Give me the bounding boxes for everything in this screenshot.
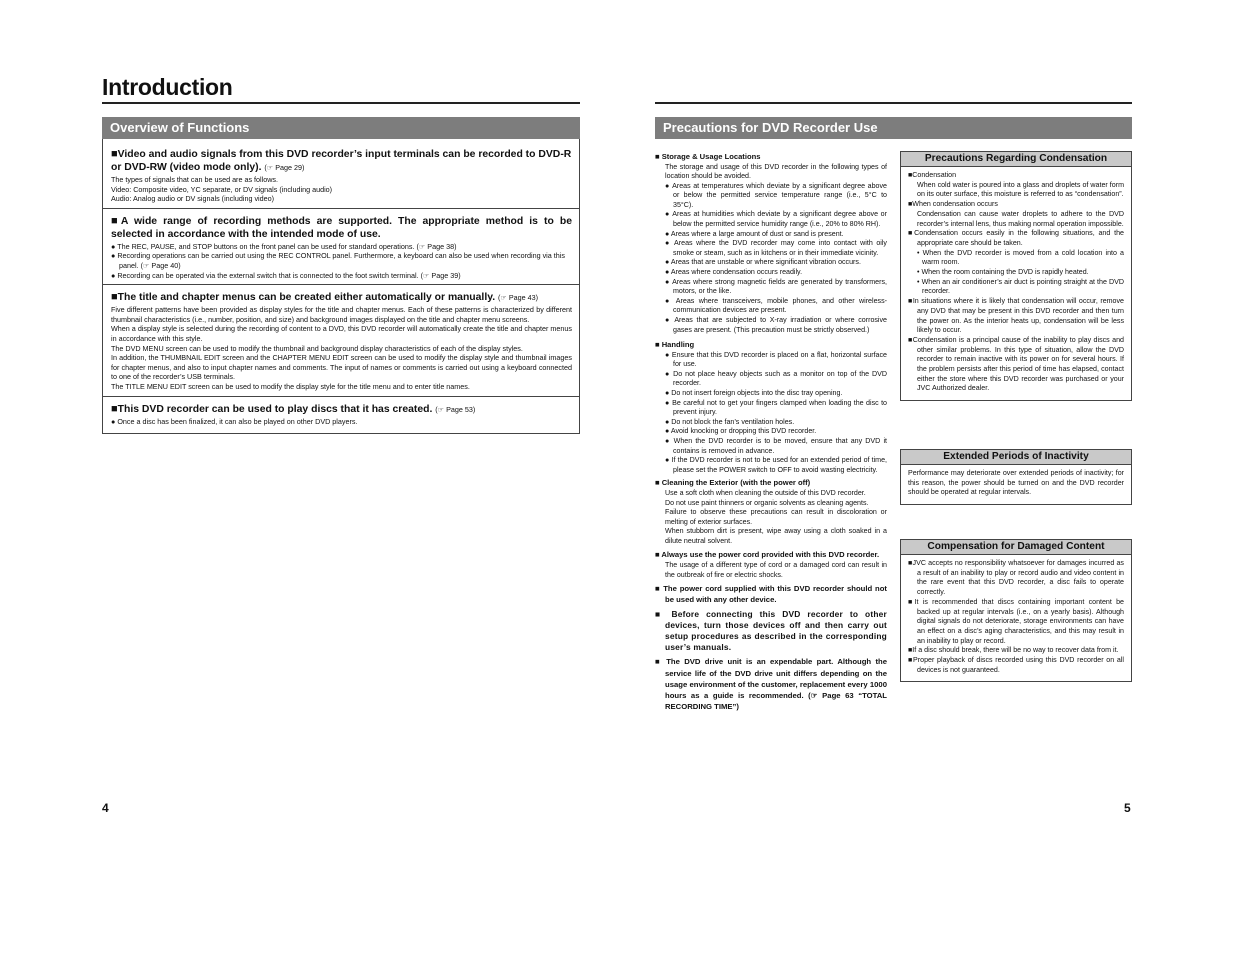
feature-text: In addition, the THUMBNAIL EDIT screen and the CHAPTER MENU EDIT screen can be used to modify the display style and thumbnail images for chapter menus, and also to input chapter names and comments. The input of names or comments is carried out using a keyboard connected to one of the recorder’s USB terminals. — [111, 353, 572, 382]
page-number-left: 4 — [102, 801, 109, 815]
list-item: ● Areas where condensation occurs readily. — [665, 268, 803, 277]
box-title: Precautions Regarding Condensation — [901, 152, 1131, 167]
feature-heading: ■The title and chapter menus can be created either automatically or manually. (☞ Page 43) — [111, 291, 539, 304]
box-item: ■Condensation is a principal cause of the inability to play discs and other similar problems. In this type of situation, allow the DVD recorder to remain inactive with its power on for several hours. If the problem persists after this period of time has elapsed, contact either the store where this DVD recorder was purchased or your JVC Authorized dealer. — [908, 335, 1124, 393]
page-number-right: 5 — [1124, 801, 1131, 815]
feature-section — [103, 396, 579, 434]
feature-section — [103, 208, 579, 284]
subsection-heading: ■ Handling — [655, 340, 695, 350]
list-item: ● Areas where transceivers, mobile phones, and other wireless-communication devices are present. — [665, 296, 887, 315]
box-title: Extended Periods of Inactivity — [901, 450, 1131, 465]
paragraph: The storage and usage of this DVD recorder in the following types of location should be avoided. — [665, 162, 887, 181]
box-item: ■Condensation occurs easily in the following situations, and the appropriate care should be taken. — [908, 229, 1124, 247]
important-note: ■ The power cord supplied with this DVD recorder should not be used with any other device. — [655, 584, 887, 605]
feature-text: When a display style is selected during the recording of content to a DVD, this DVD recorder will automatically create the title and chapter menus in accordance with this style. — [111, 324, 572, 343]
box-text: Performance may deteriorate over extended periods of inactivity; for this reason, the power should be turned on and the DVD recorder should be operated at regular intervals. — [908, 469, 1124, 497]
compensation-box — [900, 539, 1132, 682]
feature-text: The TITLE MENU EDIT screen can be used to modify the display style for the title menu and to enter title names. — [111, 381, 470, 391]
paragraph: Failure to observe these precautions can result in discoloration or melting of exterior surfaces. — [665, 508, 887, 526]
paragraph: Use a soft cloth when cleaning the outside of this DVD recorder. — [665, 488, 866, 497]
functions-box — [102, 139, 580, 434]
paragraph: When stubborn dirt is present, wipe away using a cloth soaked in a dilute neutral solvent. — [665, 527, 887, 545]
box-item: ■Proper playback of discs recorded using this DVD recorder on all devices is not guaranteed. — [908, 656, 1124, 674]
list-item: ● Areas where a large amount of dust or sand is present. — [665, 229, 844, 238]
list-item: ● Ensure that this DVD recorder is placed on a flat, horizontal surface for use. — [665, 350, 887, 369]
page-title: Introduction — [102, 74, 233, 100]
box-subitem: • When the DVD recorder is moved from a cold location into a warm room. — [917, 248, 1124, 267]
box-item: ■If a disc should break, there will be no way to recover data from it. — [908, 646, 1119, 655]
box-subitem: • When an air conditioner’s air duct is pointing straight at the DVD recorder. — [917, 277, 1124, 296]
list-item: ● Areas at temperatures which deviate by a significant degree above or below the permitted service temperature range (i.e., 5°C to 35°C). — [665, 181, 887, 209]
important-note: ■ Before connecting this DVD recorder to other devices, turn those devices off and then carry out setup procedures as described in the corresponding user’s manuals. — [655, 608, 887, 653]
list-item: ● Areas where strong magnetic fields are generated by transformers, motors, or the like. — [665, 277, 887, 296]
precautions-column — [655, 150, 887, 712]
feature-text: Video: Composite video, YC separate, or DV signals (including audio) — [111, 184, 333, 194]
box-item: ■It is recommended that discs containing important content be backed up at regular intervals (i.e., on a yearly basis). Although digital signals do not deteriorate, storage environments can have an effect on a disc’s aging characteristics, and this may result in an inability to play or record. — [908, 597, 1124, 645]
subsection-heading: ■ Always use the power cord provided with this DVD recorder. — [655, 550, 880, 560]
feature-heading: ■A wide range of recording methods are supported. The appropriate method is to be selected in accordance with the intended mode of use. — [111, 214, 572, 240]
list-item: ● Be careful not to get your fingers clamped when loading the disc to prevent injury. — [665, 398, 887, 417]
list-item: ● Areas that are unstable or where significant vibration occurs. — [665, 258, 861, 267]
box-item: ■In situations where it is likely that condensation will occur, remove any DVD that may be present in this DVD recorder and then turn the power on. As the interior heats up, condensation will be less likely to occur. — [908, 297, 1124, 335]
list-item: ● Avoid knocking or dropping this DVD recorder. — [665, 427, 817, 436]
condensation-box — [900, 151, 1132, 401]
box-title: Compensation for Damaged Content — [901, 540, 1131, 555]
feature-section — [103, 139, 579, 208]
section-header-overview: Overview of Functions — [102, 117, 580, 139]
title-rule-left — [102, 102, 580, 104]
box-item: ■JVC accepts no responsibility whatsoever for damages incurred as a result of an inability to play or record audio and video content in the rare event that this DVD recorder, a disc fails to operate correctly. — [908, 559, 1124, 597]
list-item: ● Do not insert foreign objects into the disc tray opening. — [665, 389, 843, 398]
box-item: ■When condensation occurs — [908, 200, 998, 209]
subsection-heading: ■ Cleaning the Exterior (with the power off) — [655, 478, 811, 488]
title-rule-right — [655, 102, 1132, 104]
box-item: ■Condensation — [908, 171, 957, 179]
subsection-heading: ■ Storage & Usage Locations — [655, 152, 761, 161]
paragraph: The usage of a different type of cord or a damaged cord can result in the outbreak of fire or electric shocks. — [665, 560, 887, 579]
list-item: ● Areas at humidities which deviate by a significant degree above or below the permitted service humidity range (i.e., 20% to 80% RH). — [665, 210, 887, 229]
list-item: ● When the DVD recorder is to be moved, ensure that any DVD it contains is removed in advance. — [665, 437, 887, 455]
important-note: ■ The DVD drive unit is an expendable part. Although the service life of the DVD drive unit differs depending on the usage environment of the customer, replacement every 1000 hours as a guide is recommended. (☞ Page 63 “TOTAL RECORDING TIME”) — [655, 657, 887, 712]
paragraph: Do not use paint thinners or organic solvents as cleaning agents. — [665, 498, 869, 507]
feature-heading: ■Video and audio signals from this DVD recorder’s input terminals can be recorded to DVD-R or DVD-RW (video mode only). (☞ Page 29) — [111, 148, 572, 173]
feature-bullet: ● The REC, PAUSE, and STOP buttons on the front panel can be used for standard operations. (☞ Page 38) — [111, 241, 457, 251]
feature-bullet: ● Recording can be operated via the external switch that is connected to the foot switch terminal. (☞ Page 39) — [111, 270, 461, 280]
feature-text: Five different patterns have been provided as display styles for the title and chapter menus. Each of these patterns is characterized by different thumbnail characteristics (i.e., number, position, and size) and background images displayed on the title and chapter menu screens. — [111, 305, 572, 324]
list-item: ● Do not block the fan’s ventilation holes. — [665, 417, 795, 426]
list-item: ● Areas where the DVD recorder may come into contact with oily smoke or steam, such as in kitchens or in their immediate vicinity. — [665, 239, 887, 257]
box-subitem: • When the room containing the DVD is rapidly heated. — [917, 268, 1089, 277]
inactivity-box — [900, 449, 1132, 505]
feature-bullet: ● Once a disc has been finalized, it can also be played on other DVD players. — [111, 416, 358, 426]
feature-section — [103, 284, 579, 395]
box-item-text: When cold water is poured into a glass and droplets of water form on its outer surface, this moisture is referred to as “condensation”. — [917, 180, 1124, 199]
list-item: ● If the DVD recorder is not to be used for an extended period of time, please set the POWER switch to OFF to avoid wasting electricity. — [665, 456, 887, 474]
list-item: ● Areas that are subjected to X-ray irradiation or where corrosive gases are present. (This precaution must be strictly observed.) — [665, 316, 887, 334]
feature-text: The DVD MENU screen can be used to modify the thumbnail and background display characteristics of each of the display styles. — [111, 343, 523, 353]
list-item: ● Do not place heavy objects such as a monitor on top of the DVD recorder. — [665, 369, 887, 388]
section-header-precautions: Precautions for DVD Recorder Use — [655, 117, 1132, 139]
box-item-text: Condensation can cause water droplets to adhere to the DVD recorder’s internal lens, thus making normal operation impossible. — [917, 209, 1124, 228]
feature-bullet: ● Recording operations can be carried out using the REC CONTROL panel. Furthermore, a keyboard can also be used when recording via this panel. (☞ Page 40) — [111, 251, 565, 270]
feature-text: The types of signals that can be used are as follows. — [111, 175, 279, 184]
feature-heading: ■This DVD recorder can be used to play discs that it has created. (☞ Page 53) — [111, 402, 476, 415]
feature-text: Audio: Analog audio or DV signals (including video) — [111, 194, 275, 204]
